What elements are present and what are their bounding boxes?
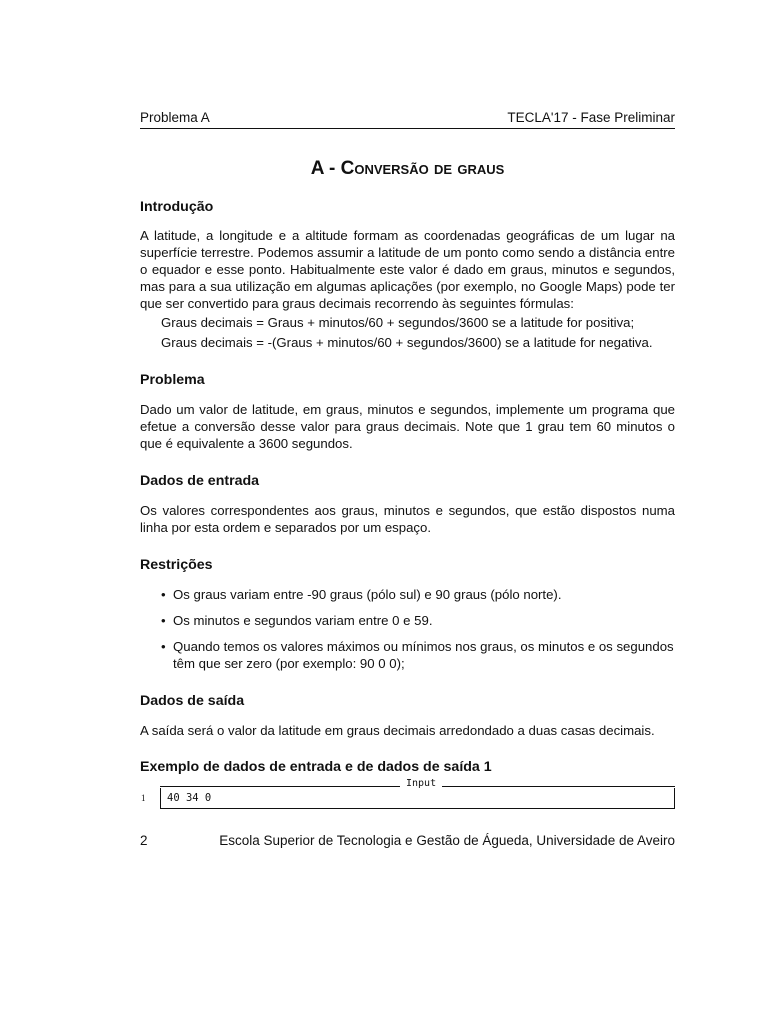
problem-content (140, 198, 675, 776)
bullet-icon: • (161, 639, 166, 654)
example-heading: Exemplo de dados de entrada e de dados de saída 1 (140, 759, 492, 775)
header-contest-label: TECLA'17 - Fase Preliminar (507, 110, 675, 125)
page-header (140, 110, 675, 129)
section-restrictions (140, 556, 675, 672)
problem-heading: Problema (140, 372, 205, 388)
section-problem (140, 371, 675, 452)
restriction-text: Os minutos e segundos variam entre 0 e 59. (173, 613, 433, 628)
formula-positive: Graus decimais = Graus + minutos/60 + segundos/3600 se a latitude for positiva; (161, 315, 635, 330)
list-item (140, 638, 675, 672)
page-number: 2 (140, 833, 148, 848)
io-line-number: 1 (141, 793, 146, 803)
io-label: Input (400, 778, 442, 789)
input-heading: Dados de entrada (140, 473, 260, 489)
section-introduction (140, 198, 675, 351)
introduction-heading: Introdução (140, 199, 214, 215)
io-box (160, 788, 675, 809)
restriction-text: Os graus variam entre -90 graus (pólo sul) e 90 graus (pólo norte). (173, 587, 562, 602)
header-problem-label: Problema A (140, 110, 210, 125)
input-text: Os valores correspondentes aos graus, minutos e segundos, que estão dispostos numa linha por esta ordem e separados por um espaço. (140, 503, 675, 535)
problem-title (140, 158, 675, 180)
output-text: A saída será o valor da latitude em graus decimais arredondado a duas casas decimais. (140, 723, 655, 738)
bullet-icon: • (161, 587, 166, 602)
section-example (140, 758, 675, 776)
introduction-text: A latitude, a longitude e a altitude formam as coordenadas geográficas de um lugar na superfície terrestre. Podemos assumir a latitude de um ponto como sendo a distância entre o equador e esse ponto. Habitualmente este valor é dado em graus, minutos e segundos, mas para a sua utilização em algumas aplicações (por exemplo, no Google Maps) pode ter que ser convertido para graus decimais recorrendo às seguintes fórmulas: (140, 228, 675, 311)
section-input (140, 472, 675, 536)
title-main: Conversão de graus (340, 158, 505, 179)
formula-negative: Graus decimais = -(Graus + minutos/60 + segundos/3600) se a latitude for negativa. (161, 335, 653, 350)
problem-text: Dado um valor de latitude, em graus, minutos e segundos, implemente um programa que efetue a conversão desse valor para graus decimais. Note que 1 grau tem 60 minutos o que é equivalente a 3600 segundos. (140, 402, 675, 451)
footer-institution: Escola Superior de Tecnologia e Gestão de Águeda, Universidade de Aveiro (219, 833, 675, 848)
example-input-block (140, 780, 675, 812)
restrictions-heading: Restrições (140, 557, 213, 573)
restriction-text: Quando temos os valores máximos ou mínimos nos graus, os minutos e os segundos têm que ser zero (por exemplo: 90 0 0); (173, 639, 674, 671)
output-heading: Dados de saída (140, 693, 245, 709)
bullet-icon: • (161, 613, 166, 628)
list-item (140, 612, 675, 629)
list-item (140, 586, 675, 603)
title-prefix: A - (310, 158, 341, 179)
page-footer (140, 833, 675, 848)
io-input-line: 40 34 0 (167, 792, 212, 804)
restrictions-list (140, 586, 675, 672)
section-output (140, 692, 675, 739)
